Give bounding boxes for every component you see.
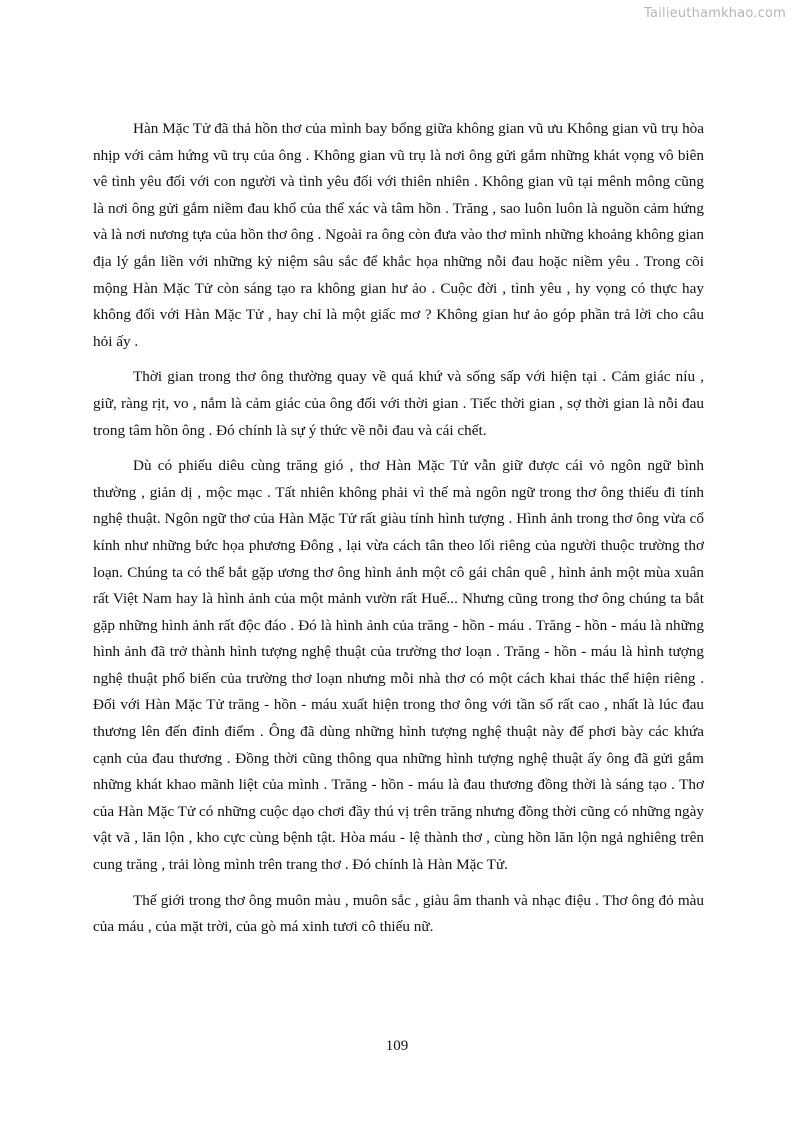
watermark-text: Tailieuthamkhao.com bbox=[644, 6, 786, 21]
paragraph-world: Thế giới trong thơ ông muôn màu , muôn sắc , giàu âm thanh và nhạc điệu . Thơ ông đỏ màu của máu , của mặt trời, của gò má xinh tươi cô thiếu nữ. bbox=[93, 891, 704, 936]
paragraph-time: Thời gian trong thơ ông thường quay về quá khứ và sống sấp với hiện tại . Cảm giác níu , giữ, ràng rịt, vo , nắm là cảm giác của ông đối với thời gian . Tiếc thời gian , sợ thời gian là nỗi đau trong tâm hồn ông . Đó chính là sự ý thức về nỗi đau và cái chết. bbox=[93, 368, 704, 439]
page-number: 109 bbox=[385, 1038, 409, 1054]
page-body bbox=[93, 116, 704, 950]
paragraph-space: Hàn Mặc Tử đã thả hồn thơ của mình bay bổng giữa không gian vũ ưu Không gian vũ trụ hòa nhịp với cảm hứng vũ trụ của ông . Không gian vũ trụ là nơi ông gửi gắm những khát vọng vô biên vê tình yêu đối với con người và tình yêu đối với thiên nhiên . Không gian vũ tại mênh mông cũng là nơi ông gửi gắm niềm đau khổ của thể xác và tâm hồn . Trăng , sao luôn luôn là nguồn cảm hứng và là nơi nương tựa của hồn thơ ông . Ngoài ra ông còn đưa vào thơ mình những khoảng không gian địa lý gắn liền với những kỷ niệm sâu sắc để khắc họa những nỗi đau hoặc niềm yêu . Trong cõi mộng Hàn Mặc Tử còn sáng tạo ra không gian hư ảo . Cuộc đời , tình yêu , hy vọng có thực hay không đối với Hàn Mặc Tử , hay chỉ là một giấc mơ ? Không gian hư ảo góp phần trả lời cho câu hỏi ấy . bbox=[93, 120, 704, 350]
paragraph-language: Dù có phiếu diêu cùng trăng gió , thơ Hàn Mặc Tử vẫn giữ được cái vỏ ngôn ngữ bình thường , giản dị , mộc mạc . Tất nhiên không phải vì thế mà ngôn ngữ trong thơ ông thiếu đi tính nghệ thuật. Ngôn ngữ thơ của Hàn Mặc Tử rất giàu tính hình tượng . Hình ảnh trong thơ ông vừa cổ kính như những bức họa phương Đông , lại vừa cách tân theo lối riêng của người thuộc trường thơ loạn. Chúng ta có thể bắt gặp ương thơ ông hình ảnh một cô gái chân quê , hình ảnh một mùa xuân rất Việt Nam hay là hình ảnh của một mảnh vườn rất Huế... Nhưng cũng trong thơ ông chúng ta bắt gặp những hình ảnh rất độc đáo . Đó là hình ảnh của trăng - hồn - máu . Trăng - hồn - máu là những hình ảnh đã trở thành hình tượng nghệ thuật của trường thơ loạn . Trăng - hồn - máu là hình tượng nghệ thuật phổ biến của trường thơ loạn nhưng mỗi nhà thơ có một cách khai thác thể hiện riêng . Đối với Hàn Mặc Tử trăng - hồn - máu xuất hiện trong thơ ông với tần số rất cao , nhất là lúc đau thương lên đến đỉnh điểm . Ông đã dùng những hình tượng nghệ thuật này để phơi bày các khứa cạnh của đau thương . Đồng thời cũng thông qua những hình tượng nghệ thuật ấy ông đã gửi gắm những khát khao mãnh liệt của mình . Trăng - hồn - máu là đau thương đồng thời là sáng tạo . Thơ của Hàn Mặc Tử có những cuộc dạo chơi đầy thú vị trên trăng nhưng đồng thời cũng có những ngày vật vã , lăn lộn , kho cực cùng bệnh tật. Hòa máu - lệ thành thơ , cùng hồn lăn lộn ngả nghiêng trên cung trăng , trải lòng mình trên trang thơ . Đó chính là Hàn Mặc Tử. bbox=[93, 457, 704, 874]
